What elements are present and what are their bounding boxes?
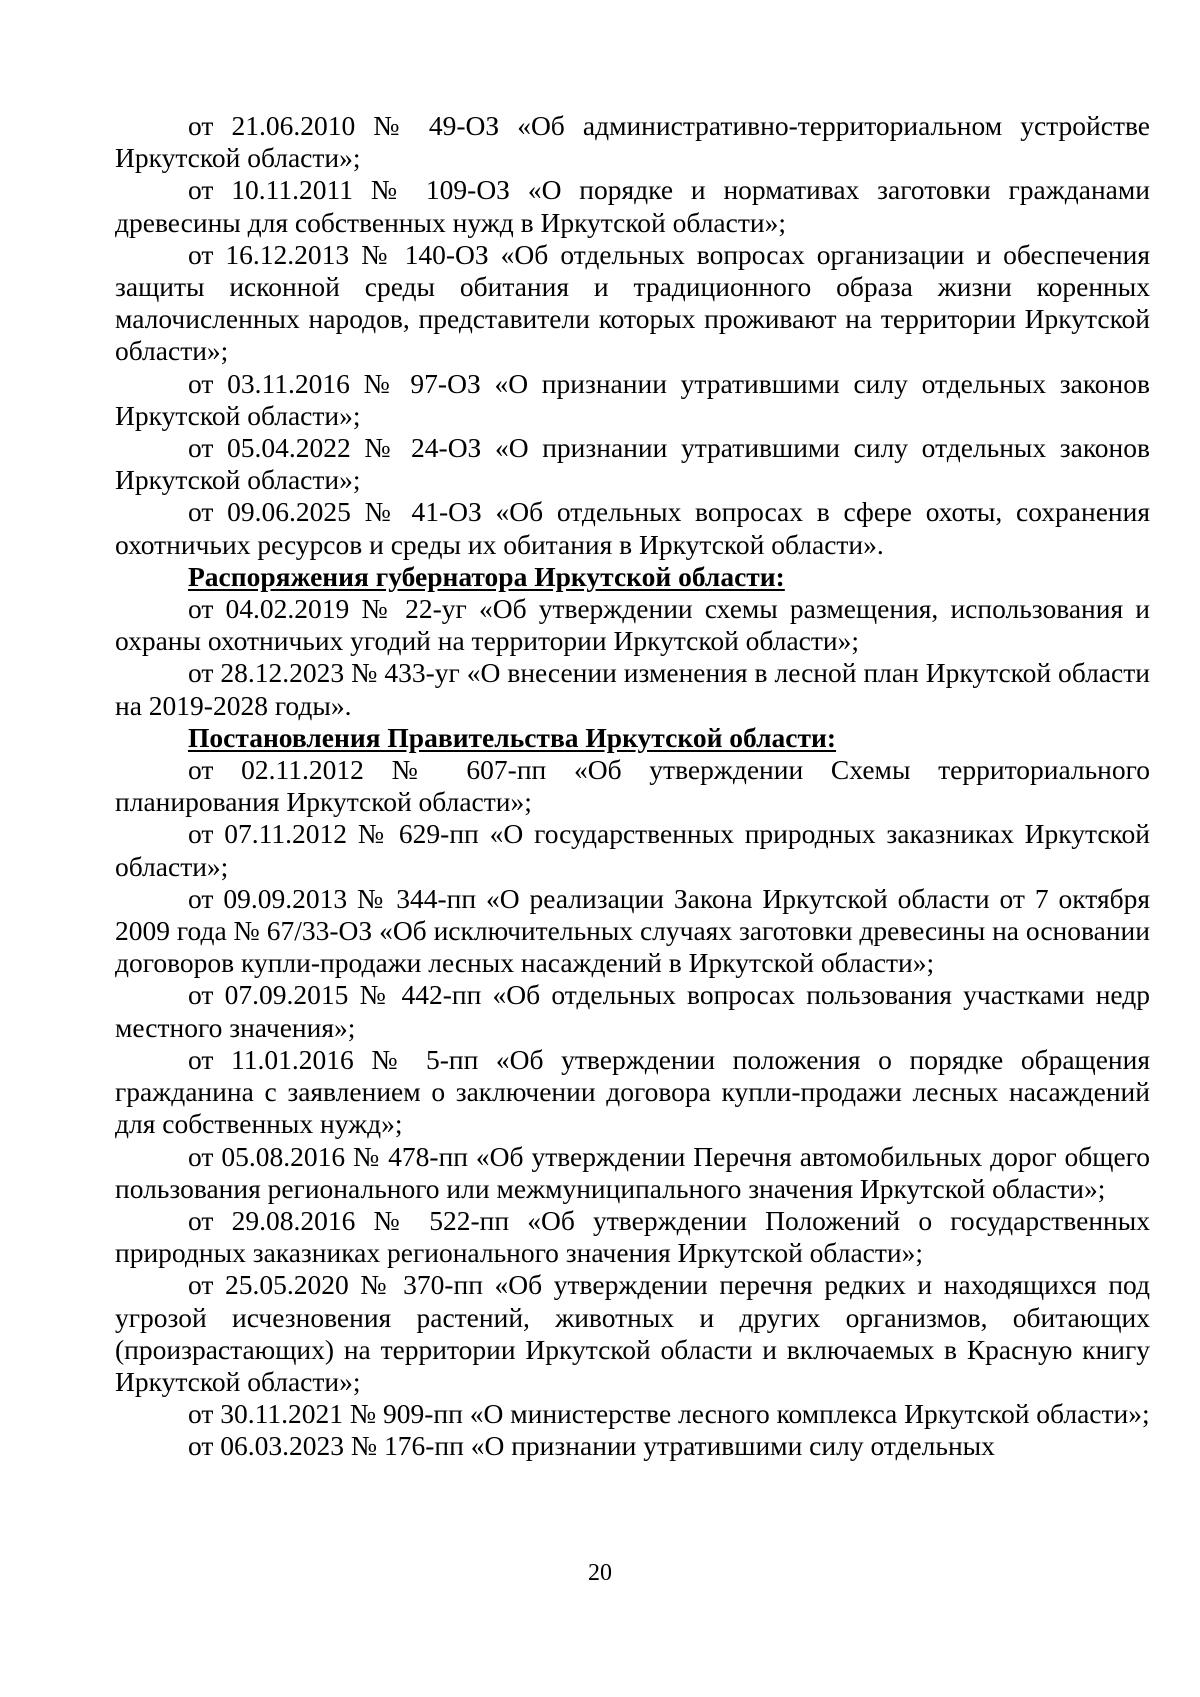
page-number: 20 bbox=[588, 1560, 612, 1586]
resolution-2013-344: от 09.09.2013 № 344-пп «О реализации Закона Иркутской области от 7 октября 2009 года № 67/33-ОЗ «Об исключительных случаях заготовки древесины на основании договоров купли-продажи лесных насаждений в Иркутской области»; bbox=[115, 882, 1150, 979]
resolution-2016-478: от 05.08.2016 № 478-пп «Об утверждении Перечня автомобильных дорог общего пользования регионального или межмуниципального значения Иркутской области»; bbox=[115, 1140, 1150, 1204]
resolution-2015-442: от 07.09.2015 № 442-пп «Об отдельных вопросах пользования участками недр местного значения»; bbox=[115, 979, 1150, 1043]
governor-order-2019-22: от 04.02.2019 № 22-уг «Об утверждении схемы размещения, использования и охраны охотничьих угодий на территории Иркутской области»; bbox=[115, 593, 1150, 657]
section-heading-governor-orders: Распоряжения губернатора Иркутской области: bbox=[188, 560, 785, 592]
resolution-2023-176: от 06.03.2023 № 176-пп «О признании утратившими силу отдельных bbox=[188, 1430, 995, 1462]
resolution-2012-607: от 02.11.2012 № 607-пп «Об утверждении Схемы территориального планирования Иркутской области»; bbox=[115, 754, 1150, 818]
law-item-2016-97: от 03.11.2016 № 97-ОЗ «О признании утратившими силу отдельных законов Иркутской области»; bbox=[115, 367, 1150, 431]
law-item-2013-140: от 16.12.2013 № 140-ОЗ «Об отдельных вопросах организации и обеспечения защиты исконной среды обитания и традиционного образа жизни коренных малочисленных народов, представители которых проживают на территории Иркутской области»; bbox=[115, 238, 1150, 367]
law-item-2011-109: от 10.11.2011 № 109-ОЗ «О порядке и нормативах заготовки гражданами древесины для собственных нужд в Иркутской области»; bbox=[115, 174, 1150, 238]
resolution-2016-522: от 29.08.2016 № 522-пп «Об утверждении Положений о государственных природных заказниках регионального значения Иркутской области»; bbox=[115, 1204, 1150, 1269]
law-item-2025-41: от 09.06.2025 № 41-ОЗ «Об отдельных вопросах в сфере охоты, сохранения охотничьих ресурсов и среды их обитания в Иркутской области». bbox=[115, 496, 1150, 560]
document-body bbox=[115, 110, 1150, 1463]
section-heading-government-resolutions: Постановления Правительства Иркутской области: bbox=[188, 721, 837, 753]
resolution-2016-5: от 11.01.2016 № 5-пп «Об утверждении положения о порядке обращения гражданина с заявлением о заключении договора купли-продажи лесных насаждений для собственных нужд»; bbox=[115, 1043, 1150, 1140]
law-item-2010-49: от 21.06.2010 № 49-ОЗ «Об административно-территориальном устройстве Иркутской области»; bbox=[115, 110, 1150, 174]
resolution-2021-909: от 30.11.2021 № 909-пп «О министерстве лесного комплекса Иркутской области»; bbox=[188, 1398, 1150, 1430]
governor-order-2023-433: от 28.12.2023 № 433-уг «О внесении изменения в лесной план Иркутской области на 2019-2028 годы». bbox=[115, 657, 1150, 721]
resolution-2020-370: от 25.05.2020 № 370-пп «Об утверждении перечня редких и находящихся под угрозой исчезновения растений, животных и других организмов, обитающих (произрастающих) на территории Иркутской области и включаемых в Красную книгу Иркутской области»; bbox=[115, 1269, 1150, 1397]
law-item-2022-24: от 05.04.2022 № 24-ОЗ «О признании утратившими силу отдельных законов Иркутской области»; bbox=[115, 432, 1150, 496]
resolution-2012-629: от 07.11.2012 № 629-пп «О государственных природных заказниках Иркутской области»; bbox=[115, 818, 1150, 882]
